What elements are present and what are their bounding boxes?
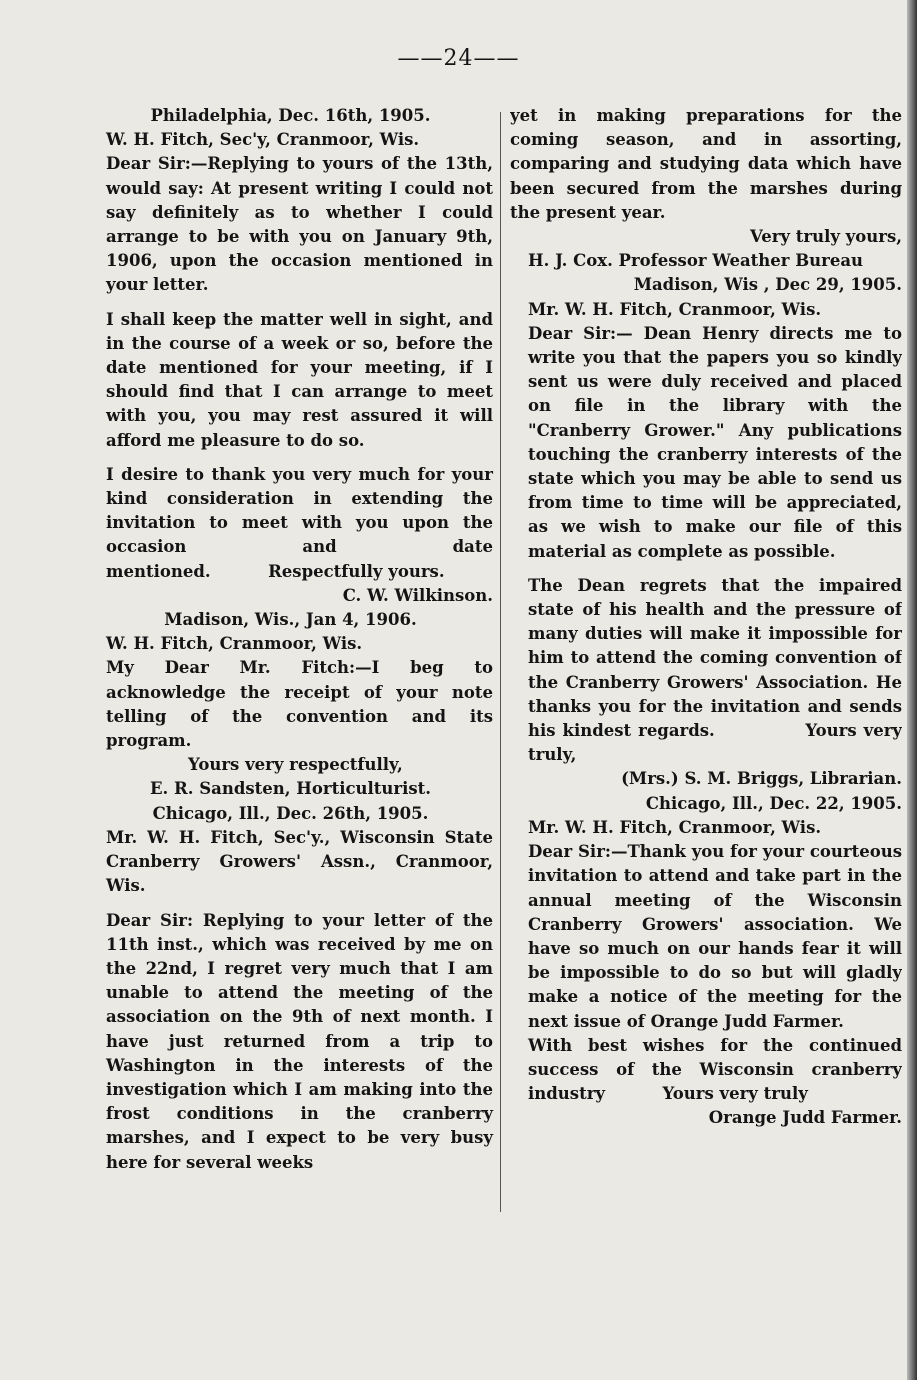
- letter1-addressee: W. H. Fitch, Sec'y, Cranmoor, Wis.: [106, 130, 420, 150]
- letter1-body-3: [88, 463, 493, 584]
- letter2-signature: E. R. Sandsten, Horticulturist.: [149, 779, 432, 799]
- letter3-place-date: Chicago, Ill., Dec. 26th, 1905.: [152, 803, 429, 823]
- letter4-place-date: Madison, Wis , Dec 29, 1905.: [633, 275, 902, 295]
- letter4-signature: (Mrs.) S. M. Briggs, Librarian.: [621, 769, 902, 789]
- letter1-place-date: Philadelphia, Dec. 16th, 1905.: [150, 106, 431, 125]
- right-column: [510, 104, 902, 1131]
- letter5-body-2-text: With best wishes for the continued success of the Wisconsin cranberry industry: [528, 1035, 902, 1104]
- letter4-body-2: [510, 574, 902, 768]
- letter4-body-2-text: The Dean regrets that the impaired state of his health and the pressure of many duties will make it impossible for him to attend the coming convention of the Cranberry Growers' Association. He thanks you for the invitation and sends his kindest regards.: [528, 575, 902, 741]
- letter2-place-date: Madison, Wis., Jan 4, 1906.: [164, 610, 417, 630]
- column-divider: [500, 112, 501, 1212]
- letter3-closing: Very truly yours,: [749, 227, 902, 247]
- letter4-addressee: Mr. W. H. Fitch, Cranmoor, Wis.: [528, 299, 822, 319]
- letter1-closing: Respectfully yours.: [268, 561, 445, 581]
- letter4-body-1: Dear Sir:— Dean Henry directs me to write you that the papers you so kindly sent us were duly received and placed on file in the library with the "Cranberry Grower." Any publications touching the cranberry interests of the state which you may be able to send us from time to time will be appreciated, as we wish to make our file of this material as complete as possible.: [528, 323, 902, 561]
- letter5-signature: Orange Judd Farmer.: [708, 1108, 902, 1128]
- letter1-body-1: Dear Sir:—Replying to yours of the 13th, would say: At present writing I could not say definitely as to whether I could arrange to be with you on January 9th, 1906, upon the occasion mentioned in your letter.: [106, 154, 493, 295]
- letter1-signature: C. W. Wilkinson.: [342, 585, 493, 605]
- letter5-closing: Yours very truly: [662, 1084, 808, 1104]
- letter5-place-date: Chicago, Ill., Dec. 22, 1905.: [645, 793, 902, 813]
- letter3-signature: H. J. Cox. Professor Weather Bureau: [528, 251, 864, 271]
- letter2-body: My Dear Mr. Fitch:—I beg to acknowledge the receipt of your note telling of the convention and its program.: [106, 658, 493, 751]
- letter1-body-3-text: I desire to thank you very much for your kind consideration in extending the invitation to meet with you upon the occasion and date mentioned.: [106, 464, 493, 581]
- letter5-addressee: Mr. W. H. Fitch, Cranmoor, Wis.: [528, 817, 822, 837]
- letter2-addressee: W. H. Fitch, Cranmoor, Wis.: [106, 634, 363, 654]
- letter2-closing: Yours very respectfully,: [188, 755, 403, 775]
- letter3-body-continued: yet in making preparations for the coming season, and in assorting, comparing and studying data which have been secured from the marshes during the present year.: [510, 106, 902, 222]
- page-number: ——24——: [397, 46, 520, 71]
- letter3-addressee: Mr. W. H. Fitch, Sec'y., Wisconsin State Cranberry Growers' Assn., Cranmoor, Wis.: [106, 827, 493, 896]
- letter4-closing: Yours very truly,: [528, 721, 902, 765]
- letter5-body-2: [510, 1034, 902, 1107]
- page-edge-shadow: [907, 0, 917, 1380]
- left-column: [88, 104, 493, 1175]
- letter5-body-1: Dear Sir:—Thank you for your courteous invitation to attend and take part in the annual meeting of the Wisconsin Cranberry Growers' association. We have so much on our hands fear it will be impossible to do so but will gladly make a notice of the meeting for the next issue of Orange Judd Farmer.: [528, 842, 902, 1031]
- letter3-body: Dear Sir: Replying to your letter of the 11th inst., which was received by me on the 22nd, I regret very much that I am unable to attend the meeting of the association on the 9th of next month. I have just returned from a trip to Washington in the interests of the investigation which I am making into the frost conditions in the cranberry marshes, and I expect to be very busy here for several weeks: [106, 910, 493, 1172]
- letter1-body-2: I shall keep the matter well in sight, and in the course of a week or so, before the date mentioned for your meeting, if I should find that I can arrange to meet with you, you may rest assured it will afford me pleasure to do so.: [106, 309, 493, 450]
